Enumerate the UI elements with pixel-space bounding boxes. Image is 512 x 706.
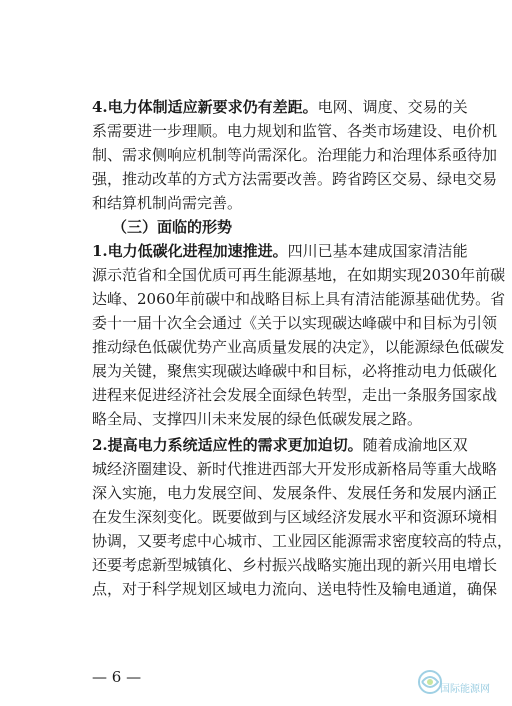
section-heading: （三）面临的形势 xyxy=(112,218,233,236)
paragraph-2-line-2: 源示范省和全国优质可再生能源基地，在如期实现2030年前碳 xyxy=(92,266,506,284)
paragraph-2-line-6: 展为关键，聚焦实现碳达峰碳中和目标，必将推动电力低碳化 xyxy=(92,362,498,380)
paragraph-2-line-8: 略全局、支撑四川未来发展的绿色低碳发展之路。 xyxy=(92,410,423,428)
paragraph-1-line-1: 4.电力体制适应新要求仍有差距。电网、调度、交易的关 xyxy=(92,98,468,116)
paragraph-2-line-5: 推动绿色低碳优势产业高质量发展的决定》，以能源绿色低碳发 xyxy=(92,338,505,356)
paragraph-3-line-6: 还要考虑新型城镇化、乡村振兴战略实施出现的新兴用电增长 xyxy=(92,556,498,574)
watermark-text: 国际能源网 xyxy=(440,684,490,695)
paragraph-2-line-4: 委十一届十次全会通过《关于以实现碳达峰碳中和目标为引领 xyxy=(92,314,498,332)
paragraph-1-line-4: 强，推动改革的方式方法需要改善。跨省跨区交易、绿电交易 xyxy=(92,170,498,188)
paragraph-3-line-2: 城经济圈建设、新时代推进西部大开发形成新格局等重大战略 xyxy=(92,460,498,478)
paragraph-1-lead: 4.电力体制适应新要求仍有差距。 xyxy=(92,98,318,116)
paragraph-2-line-3: 达峰、2060年前碳中和战略目标上具有清洁能源基础优势。省 xyxy=(92,290,506,308)
paragraph-1-line-5: 和结算机制尚需完善。 xyxy=(92,194,243,212)
paragraph-3-line-3: 深入实施，电力发展空间、发展条件、发展任务和发展内涵正 xyxy=(92,484,498,502)
paragraph-1-line-3: 制、需求侧响应机制等尚需深化。治理能力和治理体系亟待加 xyxy=(92,146,498,164)
paragraph-2-lead: 1.电力低碳化进程加速推进。 xyxy=(92,242,288,260)
paragraph-3-line-4: 在发生深刻变化。既要做到与区域经济发展水平和资源环境相 xyxy=(92,508,498,526)
paragraph-2-line-7: 进程来促进经济社会发展全面绿色转型，走出一条服务国家战 xyxy=(92,386,498,404)
paragraph-3-line-7: 点，对于科学规划区域电力流向、送电特性及输电通道，确保 xyxy=(92,580,498,598)
page-number: — 6 — xyxy=(92,668,142,686)
paragraph-1-line-2: 系需要进一步理顺。电力规划和监管、各类市场建设、电价机 xyxy=(92,122,498,140)
paragraph-3-line-1: 2.提高电力系统适应性的需求更加迫切。随着成渝地区双 xyxy=(92,436,468,454)
paragraph-3-line-5: 协调，又要考虑中心城市、工业园区能源需求密度较高的特点， xyxy=(92,532,512,550)
paragraph-3-lead: 2.提高电力系统适应性的需求更加迫切。 xyxy=(92,436,363,454)
paragraph-2-line-1: 1.电力低碳化进程加速推进。四川已基本建成国家清洁能 xyxy=(92,242,468,260)
